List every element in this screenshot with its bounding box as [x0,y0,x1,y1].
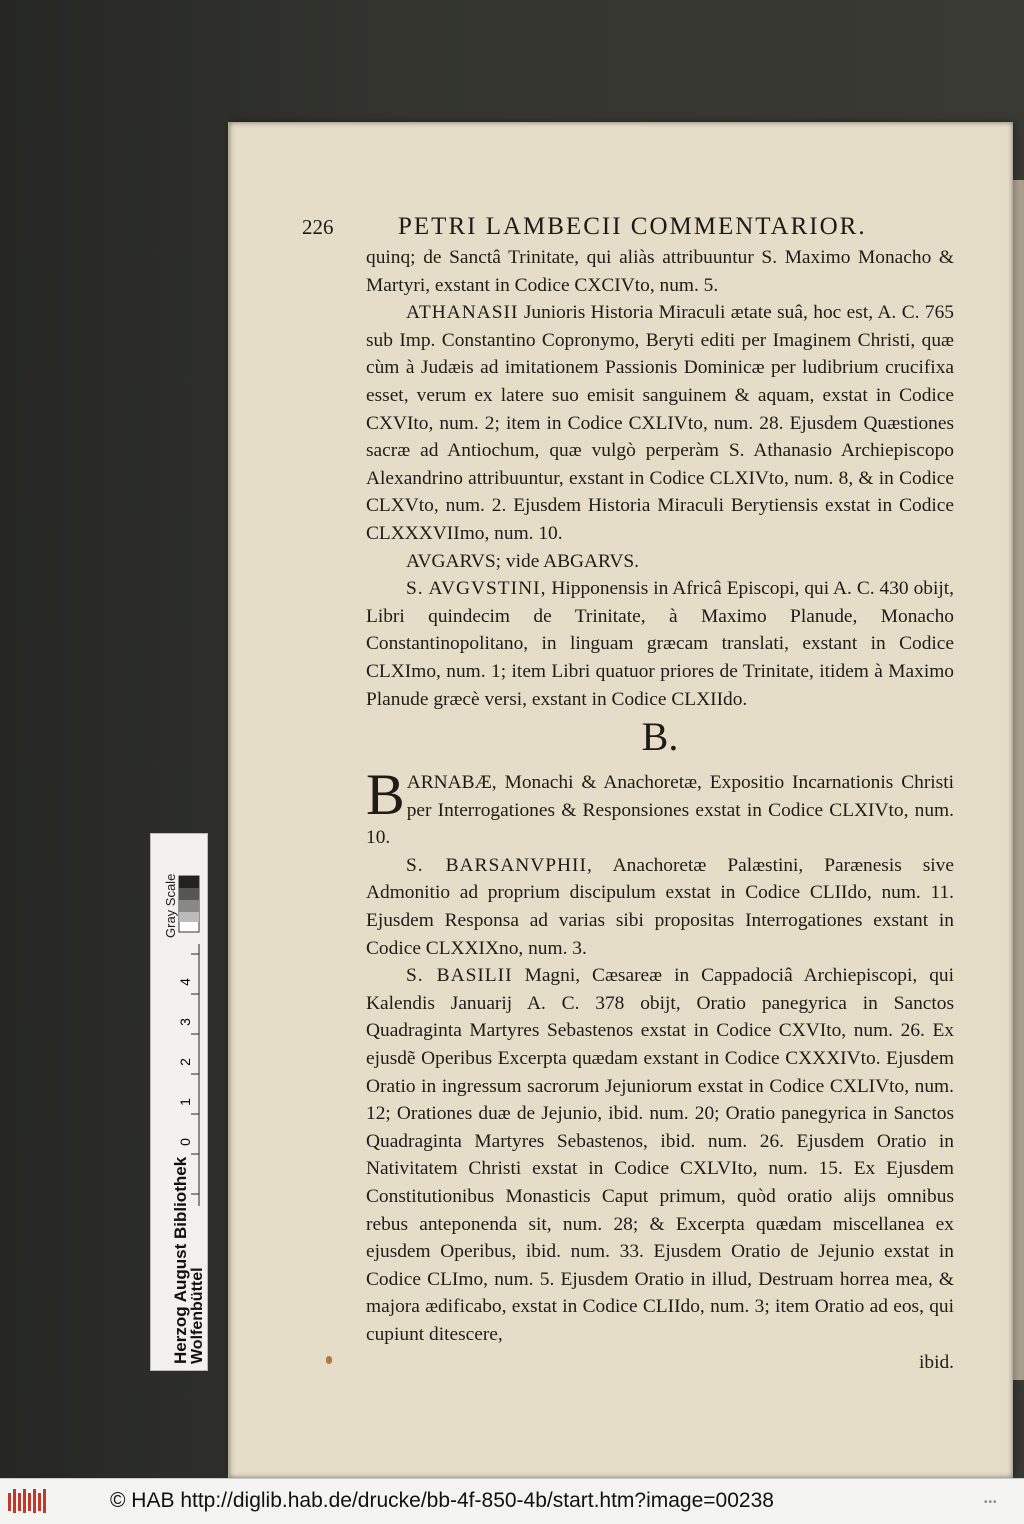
footer-dots: ••• [984,1497,998,1508]
entry-text: Anachoretæ Palæstini, Parænesis sive Admonitio ad proprium discipulum exstat in Codice CLIIdo, num. 11. Ejusdem Responsa ad varias sibi propositas Interrogationes exstant in Codice CLXXIXno, num. 3. [366,854,954,959]
catchword: ibid. [918,1351,954,1373]
page-number: 226 [302,215,334,239]
entry-lead: S. AVGVSTINI, [406,578,547,600]
paragraph-augustine [366,575,954,713]
paragraph-basil [366,962,954,1348]
section-letter: B. [641,714,679,760]
paragraph-athanasius [366,299,954,547]
paragraph-barsanuphius [366,852,954,962]
reference-ruler [150,833,208,1371]
drop-capital: B [366,762,405,828]
footer-copyright-link[interactable]: © HAB http://diglib.hab.de/drucke/bb-4f-850-4b/start.htm?image=00238 [110,1489,774,1512]
paragraph-augarus: AVGARVS; vide ABGARVS. [406,550,640,572]
entry-lead: S. BASILII [406,965,513,987]
paragraph-barnabas [366,762,954,852]
ruler-scale-label: Gray Scale [163,873,178,938]
running-head: PETRI LAMBECII COMMENTARIOR. [398,213,867,240]
entry-text: Magni, Cæsareæ in Cappadociâ Archiepiscopi, qui Kalendis Januarij A. C. 378 obijt, Oratio panegyrica in Sanctos Quadraginta Martyres Sebastenos exstat in Codice CXVIto, num. 26. Ex ejusdẽ Operibus Excerpta quædam exstant in Codice CXXXIVto. Ejusdem Oratio in ingressum sacrorum Jejuniorum exstat in Codice CXLIVto, num. 12; Orationes duæ de Jejunio, ibid. num. 20; Oratio panegyrica in Sanctos Quadraginta Martyres Sebastenos, ibid. num. 26. Ejusdem Oratio in Nativitatem Christi exstat in Codice CXLVIto, num. 15. Ex Ejusdem Constitutionibus Monasticis Caput primum, quòd oratio alijs omnibus rebus anteponenda sit, num. 28; & Excerpta quædam miscellanea ex ejusdem Operibus, ibid. num. 33. Ejusdem Oratio de Jejunio exstat in Codice CLImo, num. 5. Ejusdem Oratio in illud, Destruam horrea mea, & majora ædificabo, exstat in Codice CLIIdo, num. 3; item Oratio ad eos, qui cupiunt ditescere, [366,965,954,1345]
entry-lead: ATHANASII [406,302,519,324]
page-header [302,215,962,245]
entry-text: Hipponensis in Africâ Episcopi, qui A. C. 430 obijt, Libri quindecim de Trinitate, à Maximo Planude, Monacho Constantinopolitano, in linguam græcam translati, exstant in Codice CLXImo, num. 1; item Libri quatuor priores de Trinitate, itidem à Maximo Planude græcè versi, exstant in Codice CLXIIdo. [366,578,954,710]
ruler-mark-0: 0 [176,1138,193,1146]
ruler-mark-4: 4 [176,978,193,986]
entry-text: ARNABÆ, Monachi & Anachoretæ, Expositio Incarnationis Christi per Interrogationes & Responsiones exstat in Codice CLXIVto, num. 10. [366,772,954,849]
hab-logo-icon [8,1487,50,1515]
ink-spot [326,1356,332,1364]
ruler-mark-2: 2 [176,1058,193,1066]
entry-text: Junioris Historia Miraculi ætate suâ, hoc est, A. C. 765 sub Imp. Constantino Copronymo, Beryti editi per Imaginem Christi, quæ cùm à Judæis ad imitationem Passionis Dominicæ per ludibrium crucifixa esset, verum ex latere suo emisit sanguinem & aquam, exstat in Codice CXVIto, num. 2; item in Codice CXLIVto, num. 28. Ejusdem Quæstiones sacræ ad Antiochum, quæ vulgò perperàm S. Athanasio Archiepiscopo Alexandrino attribuuntur, exstant in Codice CLXIVto, num. 8, & in Codice CLXVto, num. 2. Ejusdem Historia Miraculi Berytiensis exstat in Codice CLXXXVIImo, num. 10. [366,302,954,544]
ruler-library-name: Herzog August Bibliothek [171,1156,190,1364]
ruler-mark-3: 3 [176,1018,193,1026]
footer-bar [0,1478,1024,1524]
ruler-mark-1: 1 [176,1098,193,1106]
entry-lead: S. BARSANVPHII, [406,854,593,876]
ruler-place: Wolfenbüttel [189,1267,206,1364]
page-text [366,244,954,1376]
paragraph-continuation: quinq; de Sanctâ Trinitate, qui aliàs attribuuntur S. Maximo Monacho & Martyri, exstant in Codice CXCIVto, num. 5. [366,247,954,296]
